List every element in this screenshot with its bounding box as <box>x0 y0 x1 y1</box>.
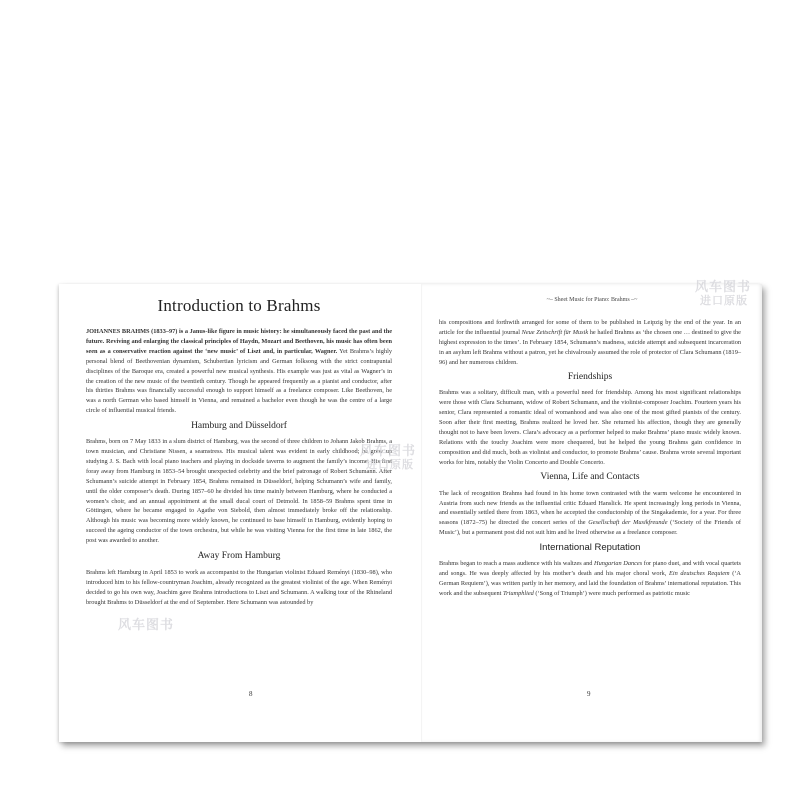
left-page <box>59 284 422 742</box>
italic-title: Neue Zeitschrift für Musik <box>521 328 589 336</box>
intro-bold-text: JOHANNES BRAHMS (1833–97) is a Janus-like figure in music history: he simultaneously faced the past and the future. Reviving and enlarging the classical principles of Haydn, Mozart and Beethoven, his music has often been seen as a conservative reaction against the ‘new music’ of Liszt and, in particular, Wagner. <box>86 328 392 355</box>
section-heading-friendships: Friendships <box>567 371 613 382</box>
right-column <box>439 318 741 599</box>
watermark-bottom-left: 风车图书 <box>118 618 175 633</box>
text-run: his compositions and forthwith arranged for some of them to be published in Leipzig by the end of the year. In an article for the influential journal <box>439 319 741 336</box>
watermark-top-right: 风车图书 <box>695 280 752 295</box>
right-page <box>422 284 762 742</box>
italic-title: Gesellschaft der Musikfreunde <box>588 519 668 527</box>
text-run: he hailed Brahms as ‘the chosen one … destined to give the highest expression to the times’. In February 1854, Schumann’s madness, suicide attempt and subsequent incarceration in an asylum left Brahms without a patron, yet he chivalrously assumed the role of protector of Clara Schumann (1819–96) and her numerous children. <box>439 328 741 366</box>
text-run: Brahms began to reach a mass audience with his waltzes and <box>439 560 595 568</box>
page-title: Introduction to Brahms <box>157 296 321 315</box>
book-spread <box>59 284 762 742</box>
paragraph-hamburg: Brahms, born on 7 May 1833 in a slum district of Hamburg, was the second of three children to Johann Jakob Brahms, a town musician, and Christiane Nissen, a seamstress. His musical talent was evident in early childhood; he grew up studying J. S. Bach with local piano teachers and playing in dockside taverns to augment the family’s income. His first foray away from Hamburg in 1853–54 brought unexpected celebrity and the brief patronage of Robert Schumann. After Schumann’s suicide attempt in February 1854, Brahms remained in Düsseldorf, helping Schumann’s wife and family, until the older composer’s death. During 1857–60 he divided his time mainly between Hamburg, where he conducted a women’s choir, and an annual appointment at the small ducal court of Detmold. In 1858–59 Brahms spent time in Göttingen, where he became engaged to Agathe von Siebold, then almost immediately broke off the relationship. Although his music was becoming more widely known, he continued to base himself in Hamburg, evidently hoping to succeed the ageing conductor of the town orchestra, but while he was visiting Vienna for the first time in late 1862, the post was awarded to another. <box>86 438 392 545</box>
paragraph-friendships: Brahms was a solitary, difficult man, with a powerful need for friendship. Among his most significant relationships were those with Clara Schumann, widow of Robert Schumann, and the violinist-composer Joachim. Fourteen years his senior, Clara represented a romantic ideal of womanhood and was also one of the most gifted pianists of the century. Soon after their first meeting, Brahms realized he loved her. She returned his affection, though they are generally thought not to have been lovers. Clara’s advocacy as a performer helped to make Brahms’ piano music widely known. Relations with the touchy Joachim were more chequered, but he helped the young Brahms gain confidence in composition and did much, both as violinist and conductor, to promote Brahms’ cause. Brahms wrote several important works for him, notably the Violin Concerto and Double Concerto. <box>439 389 741 466</box>
intro-paragraph <box>86 327 392 416</box>
text-run: The lack of recognition Brahms had found in his home town contrasted with the warm welcome he encountered in Austria from such new friends as the influential critic Eduard Hanslick. He spent increasingly long periods in Vienna, and essentially settled there from 1863, when he accepted the conductorship of the Singakademie, for a year. For three seasons (1872–75) he directed the concert series of the <box>439 489 741 527</box>
intro-text: Yet Brahms’s highly personal blend of Beethovenian dynamism, Schubertian lyricism and German folksong with the strict contrapuntal disciplines of the Baroque era, created a powerful new musical synthesis. His example was just as vital as Wagner’s in the creation of the new music of the twentieth century. Though he appeared frequently as a pianist and conductor, after his thirties Brahms was financially successful enough to support himself as a freelance composer. Like Beethoven, he was a north German who based himself in Vienna, and remained a bachelor even though he was the centre of a large circle of influential musical friends. <box>86 347 392 415</box>
paragraph-vienna <box>439 489 741 539</box>
section-heading-international: International Reputation <box>539 542 641 554</box>
italic-title: Triumphlied <box>503 589 534 597</box>
watermark-top-right-sub: 进口原版 <box>700 294 748 307</box>
section-heading-vienna: Vienna, Life and Contacts <box>540 471 640 482</box>
section-heading-away: Away From Hamburg <box>197 551 281 562</box>
text-run: (‘Song of Triumph’) were much performed as patriotic music <box>533 589 690 597</box>
text-run: for piano duet, and with vocal quartets and songs. He was deeply affected by his mother’s death and his major choral work, <box>439 560 741 577</box>
watermark-center-sub: 进口原版 <box>366 458 414 471</box>
page-number-right: 9 <box>587 690 591 698</box>
text-run: (‘Society of the Friends of Music’), but a permanent post did not suit him and he lived otherwise as a freelance composer. <box>439 519 742 537</box>
italic-title: Ein deutsches Requiem <box>668 569 730 577</box>
page-number-left: 8 <box>249 690 253 698</box>
watermark-center: 风车图书 <box>360 444 417 459</box>
paragraph-continued <box>439 318 741 368</box>
italic-title: Hungarian Dances <box>594 560 643 568</box>
running-head: ~– Sheet Music for Piano: Brahms –~ <box>546 297 638 303</box>
paragraph-international <box>439 559 741 599</box>
section-heading-hamburg: Hamburg and Düsseldorf <box>191 421 287 432</box>
text-run: (‘A German Requiem’), was written partly in her memory, and laid the foundation of Brahms’ international reputation. This work and the subsequent <box>439 569 741 597</box>
left-column <box>86 327 392 608</box>
paragraph-away: Brahms left Hamburg in April 1853 to work as accompanist to the Hungarian violinist Eduard Reményi (1830–98), who introduced him to his fellow-countryman Joachim, already recognized as the greatest violinist of the age. When Reményi decided to go his own way, Joachim gave Brahms introductions to Liszt and Schumann. A walking tour of the Rhineland brought Brahms to Düsseldorf at the end of September. Here Schumann was astounded by <box>86 568 392 606</box>
